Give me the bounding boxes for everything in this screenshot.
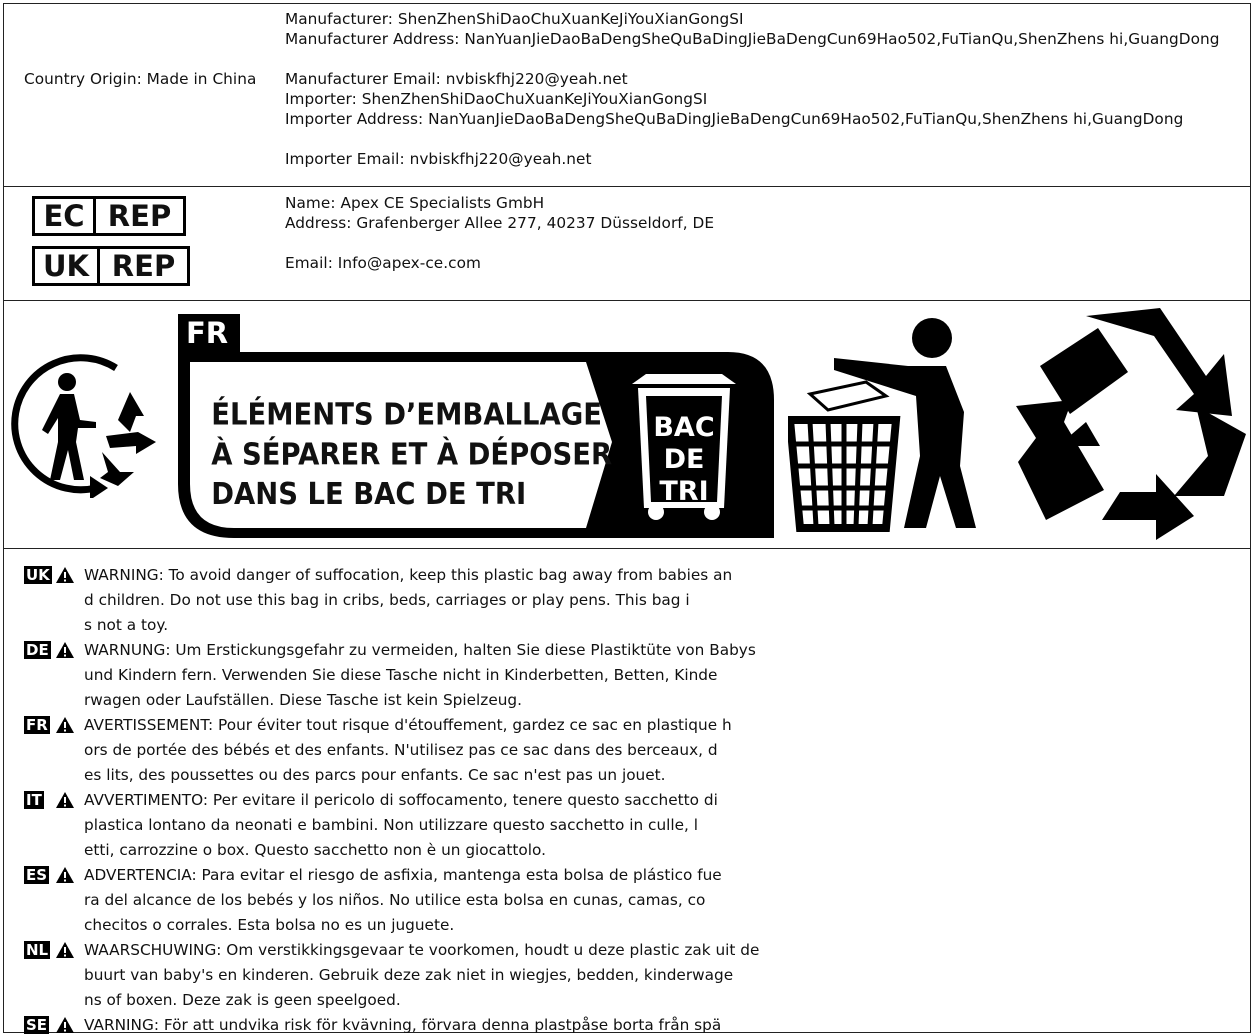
warning-triangle-icon bbox=[55, 716, 75, 734]
warning-text-line: es lits, des poussettes ou des parcs pour enfants. Ce sac n'est pas un jouet. bbox=[84, 766, 666, 784]
language-flag: UK bbox=[26, 566, 50, 584]
language-flag: ES bbox=[26, 866, 48, 884]
warning-text-line: ns of boxen. Deze zak is geen speelgoed. bbox=[84, 991, 401, 1009]
warning-text-line: WARNING: To avoid danger of suffocation, keep this plastic bag away from babies an bbox=[84, 566, 733, 584]
country-origin: Country Origin: Made in China bbox=[24, 70, 257, 88]
warning-text-line: AVERTISSEMENT: Pour éviter tout risque d'étouffement, gardez ce sac en plastique h bbox=[84, 716, 732, 734]
bin-text-3: TRI bbox=[659, 476, 709, 507]
uk-rep-right: REP bbox=[97, 249, 187, 283]
warning-text-line: ADVERTENCIA: Para evitar el riesgo de asfixia, mantenga esta bolsa de plástico fue bbox=[84, 866, 722, 884]
warning-triangle-icon bbox=[55, 641, 75, 659]
manufacturer-address: Manufacturer Address: NanYuanJieDaoBaDengSheQuBaDingJieBaDengCun69Hao502,FuTianQu,ShenZhens hi,GuangDong bbox=[285, 30, 1220, 48]
warning-triangle-icon bbox=[55, 791, 75, 809]
ec-rep-badge bbox=[32, 196, 186, 236]
person-littering-bin-icon bbox=[788, 316, 992, 532]
rep-name: Name: Apex CE Specialists GmbH bbox=[285, 194, 545, 212]
warning-text-line: ra del alcance de los bebés y los niños. No utilice esta bolsa en cunas, camas, co bbox=[84, 891, 706, 909]
warning-text-line: und Kindern fern. Verwenden Sie diese Tasche nicht in Kinderbetten, Betten, Kinde bbox=[84, 666, 718, 684]
uk-rep-badge bbox=[32, 246, 190, 286]
language-flag: IT bbox=[26, 791, 42, 809]
triman-person-arrows-icon bbox=[10, 348, 160, 498]
language-flag: FR bbox=[26, 716, 48, 734]
warning-triangle-icon bbox=[55, 941, 75, 959]
warning-text-line: WAARSCHUWING: Om verstikkingsgevaar te voorkomen, houdt u deze plastic zak uit de bbox=[84, 941, 760, 959]
warning-text-line: rwagen oder Laufställen. Diese Tasche ist kein Spielzeug. bbox=[84, 691, 522, 709]
bin-text-1: BAC bbox=[653, 412, 715, 443]
divider bbox=[3, 186, 1251, 187]
bin-text-2: DE bbox=[663, 444, 705, 475]
warning-text-line: AVVERTIMENTO: Per evitare il pericolo di soffocamento, tenere questo sacchetto di bbox=[84, 791, 718, 809]
importer-email: Importer Email: nvbiskfhj220@yeah.net bbox=[285, 150, 592, 168]
warning-triangle-icon bbox=[55, 866, 75, 884]
triman-country-tab: FR bbox=[186, 316, 229, 350]
triman-info-banner bbox=[176, 312, 778, 542]
ec-rep-right: REP bbox=[93, 199, 183, 233]
warning-text-line: s not a toy. bbox=[84, 616, 169, 634]
ec-rep-left: EC bbox=[43, 199, 85, 233]
divider bbox=[3, 548, 1251, 549]
uk-rep-left: UK bbox=[42, 249, 90, 283]
language-flag: SE bbox=[26, 1016, 48, 1034]
triman-line-1: ÉLÉMENTS D’EMBALLAGE bbox=[211, 396, 602, 432]
warning-text-line: VARNING: För att undvika risk för kvävning, förvara denna plastpåse borta från spä bbox=[84, 1016, 722, 1034]
warning-text-line: ors de portée des bébés et des enfants. N'utilisez pas ce sac dans des berceaux, d bbox=[84, 741, 718, 759]
language-flag: DE bbox=[26, 641, 49, 659]
warning-text-line: plastica lontano da neonati e bambini. Non utilizzare questo sacchetto in culle, l bbox=[84, 816, 699, 834]
warning-text-line: buurt van baby's en kinderen. Gebruik deze zak niet in wiegjes, bedden, kinderwage bbox=[84, 966, 734, 984]
warning-text-line: checitos o corrales. Esta bolsa no es un juguete. bbox=[84, 916, 455, 934]
warning-triangle-icon bbox=[55, 566, 75, 584]
warning-text-line: etti, carrozzine o box. Questo sacchetto non è un giocattolo. bbox=[84, 841, 546, 859]
manufacturer-email: Manufacturer Email: nvbiskfhj220@yeah.net bbox=[285, 70, 628, 88]
triman-line-3: DANS LE BAC DE TRI bbox=[211, 475, 527, 512]
warning-text-line: WARNUNG: Um Erstickungsgefahr zu vermeiden, halten Sie diese Plastiktüte von Babys bbox=[84, 641, 756, 659]
triman-line-2: À SÉPARER ET À DÉPOSER bbox=[211, 436, 613, 472]
warning-triangle-icon bbox=[55, 1016, 75, 1034]
recycle-triangle-icon bbox=[1010, 306, 1250, 542]
importer-address: Importer Address: NanYuanJieDaoBaDengSheQuBaDingJieBaDengCun69Hao502,FuTianQu,ShenZhens hi,GuangDong bbox=[285, 110, 1184, 128]
divider bbox=[3, 300, 1251, 301]
language-flag: NL bbox=[26, 941, 49, 959]
rep-email: Email: Info@apex-ce.com bbox=[285, 254, 482, 272]
importer-name: Importer: ShenZhenShiDaoChuXuanKeJiYouXianGongSI bbox=[285, 90, 708, 108]
warning-text-line: d children. Do not use this bag in cribs, beds, carriages or play pens. This bag i bbox=[84, 591, 690, 609]
manufacturer-name: Manufacturer: ShenZhenShiDaoChuXuanKeJiYouXianGongSI bbox=[285, 10, 744, 28]
rep-address: Address: Grafenberger Allee 277, 40237 Düsseldorf, DE bbox=[285, 214, 715, 232]
